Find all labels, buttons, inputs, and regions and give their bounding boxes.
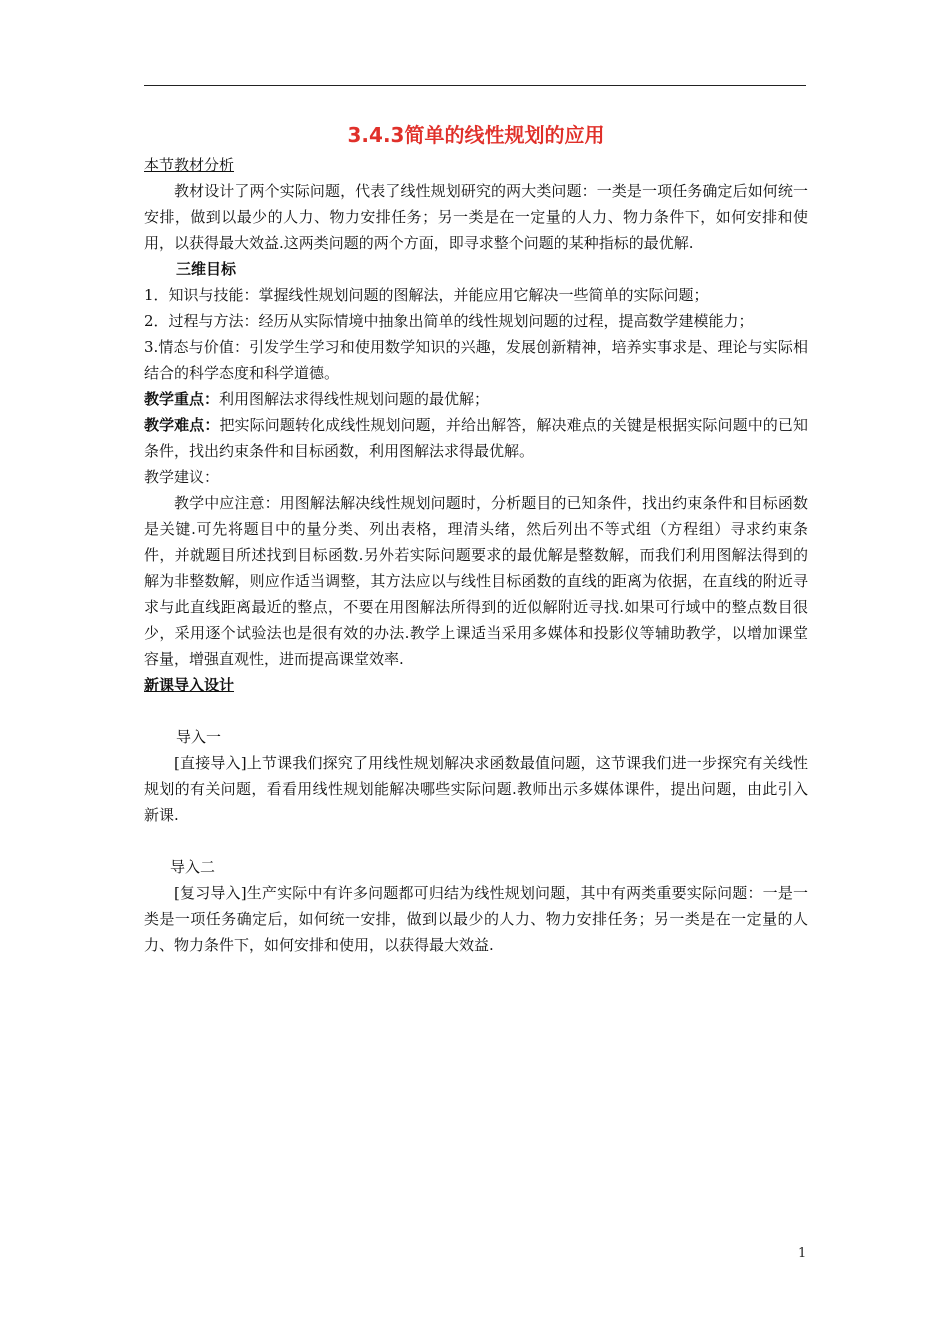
- key-point: [144, 386, 808, 412]
- analysis-heading: 本节教材分析: [144, 156, 235, 174]
- goal-item-1: 1．知识与技能：掌握线性规划问题的图解法，并能应用它解决一些简单的实际问题；: [144, 286, 709, 304]
- goal-item-3: 3.情态与价值：引发学生学习和使用数学知识的兴趣，发展创新精神，培养实事求是、理论与实际相结合的科学态度和科学道德。: [144, 338, 808, 382]
- page-number: 1: [798, 1246, 807, 1261]
- page-title: 3.4.3简单的线性规划的应用: [347, 123, 605, 147]
- suggestion-heading: 教学建议：: [144, 468, 220, 486]
- suggestion-text: 教学中应注意：用图解法解决线性规划问题时，分析题目的已知条件，找出约束条件和目标函数是关键.可先将题目中的量分类、列出表格，理清头绪，然后列出不等式组（方程组）寻求约束条件，并就题目所述找到目标函数.另外若实际问题要求的最优解是整数解，而我们利用图解法得到的解为非整数解，则应作适当调整，其方法应以与线性目标函数的直线的距离为依据，在直线的附近寻求与此直线距离最近的整点，不要在用图解法所得到的近似解附近寻找.如果可行域中的整点数目很少，采用逐个试验法也是很有效的办法.教学上课适当采用多媒体和投影仪等辅助教学，以增加课堂容量，增强直观性，进而提高课堂效率.: [144, 494, 808, 668]
- difficulty: [144, 412, 808, 464]
- header-rule: [144, 85, 806, 86]
- design-heading: 新课导入设计: [144, 676, 235, 694]
- goals-heading: 三维目标: [176, 260, 237, 278]
- key-point-label: 教学重点：: [144, 390, 220, 408]
- spacer: [144, 698, 808, 724]
- key-point-text: 利用图解法求得线性规划问题的最优解；: [219, 390, 490, 408]
- intro1-text: [直接导入]上节课我们探究了用线性规划解决求函数最值问题，这节课我们进一步探究有关线性规划的有关问题，看看用线性规划能解决哪些实际问题.教师出示多媒体课件，提出问题，由此引入新课.: [144, 754, 808, 824]
- difficulty-text: 把实际问题转化成线性规划问题，并给出解答，解决难点的关键是根据实际问题中的已知条件，找出约束条件和目标函数，利用图解法求得最优解。: [144, 416, 808, 460]
- goal-item-2: 2．过程与方法：经历从实际情境中抽象出简单的线性规划问题的过程，提高数学建模能力；: [144, 312, 754, 330]
- intro2-text: [复习导入]生产实际中有许多问题都可归结为线性规划问题，其中有两类重要实际问题：一是一类是一项任务确定后，如何统一安排，做到以最少的人力、物力安排任务；另一类是在一定量的人力、物力条件下，如何安排和使用，以获得最大效益.: [144, 884, 808, 954]
- intro1-heading: 导入一: [176, 728, 222, 746]
- intro2-heading: 导入二: [170, 858, 216, 876]
- difficulty-label: 教学难点：: [144, 416, 220, 434]
- analysis-text: 教材设计了两个实际问题，代表了线性规划研究的两大类问题：一类是一项任务确定后如何统一安排，做到以最少的人力、物力安排任务；另一类是在一定量的人力、物力条件下，如何安排和使用，以获得最大效益.这两类问题的两个方面，即寻求整个问题的某种指标的最优解.: [144, 182, 808, 252]
- spacer: [144, 828, 808, 854]
- document-body: [144, 120, 808, 958]
